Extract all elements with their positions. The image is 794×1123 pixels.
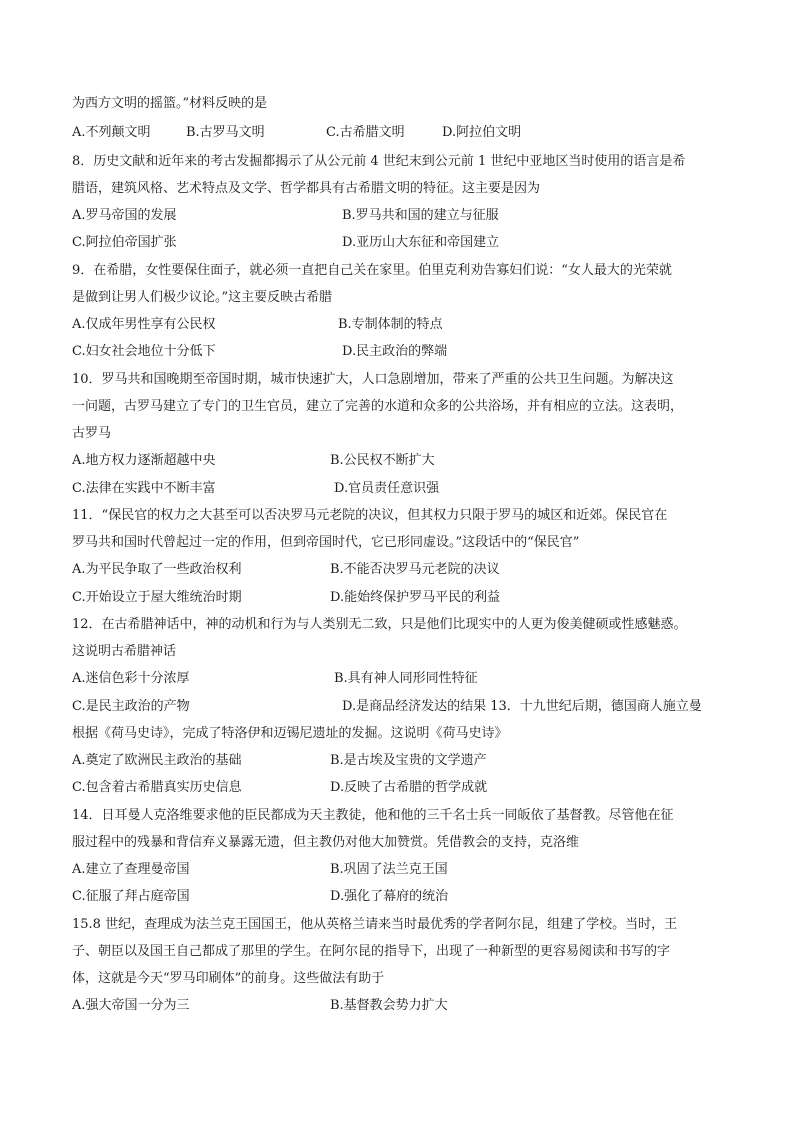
options-row-q11-cd [72, 589, 732, 607]
option-d: D.强化了幕府的统治 [330, 889, 449, 904]
option-a: A.地方权力逐渐超越中央 [72, 453, 216, 468]
question-11-text: 11．“保民官的权力之大甚至可以否决罗马元老院的决议，但其权力只限于罗马的城区和近郊。保民官在 [72, 508, 668, 523]
options-row-q10-cd [72, 480, 732, 498]
text-line: 体，这就是今天“罗马印刷体”的前身。这些做法有助于 [72, 971, 385, 986]
option-b: B.公民权不断扩大 [330, 453, 435, 468]
option-c: C.包含着古希腊真实历史信息 [72, 780, 242, 795]
option-a: A.仅成年男性享有公民权 [72, 317, 216, 332]
option-a: A.奠定了欧洲民主政治的基础 [72, 753, 242, 768]
option-a: A.强大帝国一分为三 [72, 998, 190, 1013]
option-b: B.基督教会势力扩大 [330, 998, 448, 1013]
options-row-q9-ab [72, 316, 732, 334]
option-b: B.罗马共和国的建立与征服 [342, 208, 499, 223]
text-line: 是做到让男人们极少议论。”这主要反映古希腊 [72, 290, 333, 305]
option-a: A.迷信色彩十分浓厚 [72, 671, 190, 686]
question-10-text: 10．罗马共和国晚期至帝国时期，城市快速扩大，人口急剧增加，带来了严重的公共卫生问题。为解决这 [72, 372, 674, 387]
option-c: C.征服了拜占庭帝国 [72, 889, 190, 904]
option-d: D.官员责任意识强 [334, 481, 440, 496]
option-a: A.罗马帝国的发展 [72, 208, 177, 223]
options-row-q14-cd [72, 888, 732, 906]
option-c: C.法律在实践中不断丰富 [72, 481, 216, 496]
options-row-q10-ab [72, 452, 732, 470]
option-a: A.建立了查理曼帝国 [72, 862, 190, 877]
options-row-q12-cd [72, 698, 732, 716]
option-d: D.能始终保护罗马平民的利益 [330, 590, 501, 605]
options-row-q13-ab [72, 752, 732, 770]
option-c: C.妇女社会地位十分低下 [72, 344, 216, 359]
option-a: A.不列颠文明 [72, 125, 151, 140]
question-9-text: 9．在希腊，女性要保住面子，就必须一直把自己关在家里。伯里克利劝告寡妇们说：“女人最大的光荣就 [72, 263, 672, 278]
text-line: 为西方文明的摇篮。”材料反映的是 [72, 96, 268, 111]
question-14-text: 14．日耳曼人克洛维要求他的臣民都成为天主教徒，他和他的三千名士兵一同皈依了基督教。尽管他在征 [72, 808, 674, 823]
question-12-text: 12．在古希腊神话中，神的动机和行为与人类别无二致，只是他们比现实中的人更为俊美健硕或性感魅惑。 [72, 617, 687, 632]
option-b: B.具有神人同形同性特征 [334, 671, 478, 686]
options-row-q14-ab [72, 861, 732, 879]
option-b: B.专制体制的特点 [338, 317, 443, 332]
option-d: D.反映了古希腊的哲学成就 [330, 780, 488, 795]
text-line: 一问题，古罗马建立了专门的卫生官员，建立了完善的水道和众多的公共浴场，并有相应的立法。这表明， [72, 399, 684, 414]
option-d: D.阿拉伯文明 [442, 125, 522, 140]
options-row-q7 [72, 124, 732, 142]
options-row-q12-ab [72, 670, 732, 688]
options-row-q13-cd [72, 779, 732, 797]
option-d: D.民主政治的弊端 [342, 344, 448, 359]
option-a: A.为平民争取了一些政治权利 [72, 562, 242, 577]
question-15-text: 15.8 世纪，查理成为法兰克王国国王，他从英格兰请来当时最优秀的学者阿尔昆，组建了学校。当时，王 [72, 917, 678, 932]
text-line: 子、朝臣以及国王自己都成了那里的学生。在阿尔昆的指导下，出现了一种新型的更容易阅读和书写的字 [72, 944, 671, 959]
options-row-q8-cd [72, 234, 732, 252]
options-row-q9-cd [72, 343, 732, 361]
options-row-q11-ab [72, 561, 732, 579]
text-line: 古罗马 [72, 426, 112, 441]
option-b: B.不能否决罗马元老院的决议 [330, 562, 500, 577]
options-row-q15-ab [72, 997, 732, 1015]
text-line: 服过程中的残暴和背信弃义暴露无遗，但主教仍对他大加赞赏。凭借教会的支持，克洛维 [72, 835, 580, 850]
option-b: B.巩固了法兰克王国 [330, 862, 448, 877]
question-8-text: 8．历史文献和近年来的考古发掘都揭示了从公元前 4 世纪末到公元前 1 世纪中亚地区当时使用的语言是希 [72, 154, 686, 169]
text-line: 这说明古希腊神话 [72, 644, 177, 659]
option-c: C.古希腊文明 [326, 125, 405, 140]
option-d: D.亚历山大东征和帝国建立 [342, 235, 500, 250]
option-c: C.是民主政治的产物 [72, 699, 190, 714]
option-c: C.阿拉伯帝国扩张 [72, 235, 177, 250]
option-b: B.是古埃及宝贵的文学遗产 [330, 753, 487, 768]
text-line: 腊语，建筑风格、艺术特点及文学、哲学都具有古希腊文明的特征。这主要是因为 [72, 181, 541, 196]
text-line: 罗马共和国时代曾起过一定的作用，但到帝国时代，它已形同虚设。”这段话中的“保民官” [72, 535, 580, 550]
option-d: D.是商品经济发达的结果 13．十九世纪后期，德国商人施立曼 [342, 699, 702, 714]
option-c: C.开始设立于屋大维统治时期 [72, 590, 242, 605]
question-13-text: 根据《荷马史诗》，完成了特洛伊和迈锡尼遗址的发掘。这说明《荷马史诗》 [72, 726, 508, 741]
option-b: B.古罗马文明 [186, 125, 265, 140]
options-row-q8-ab [72, 207, 732, 225]
